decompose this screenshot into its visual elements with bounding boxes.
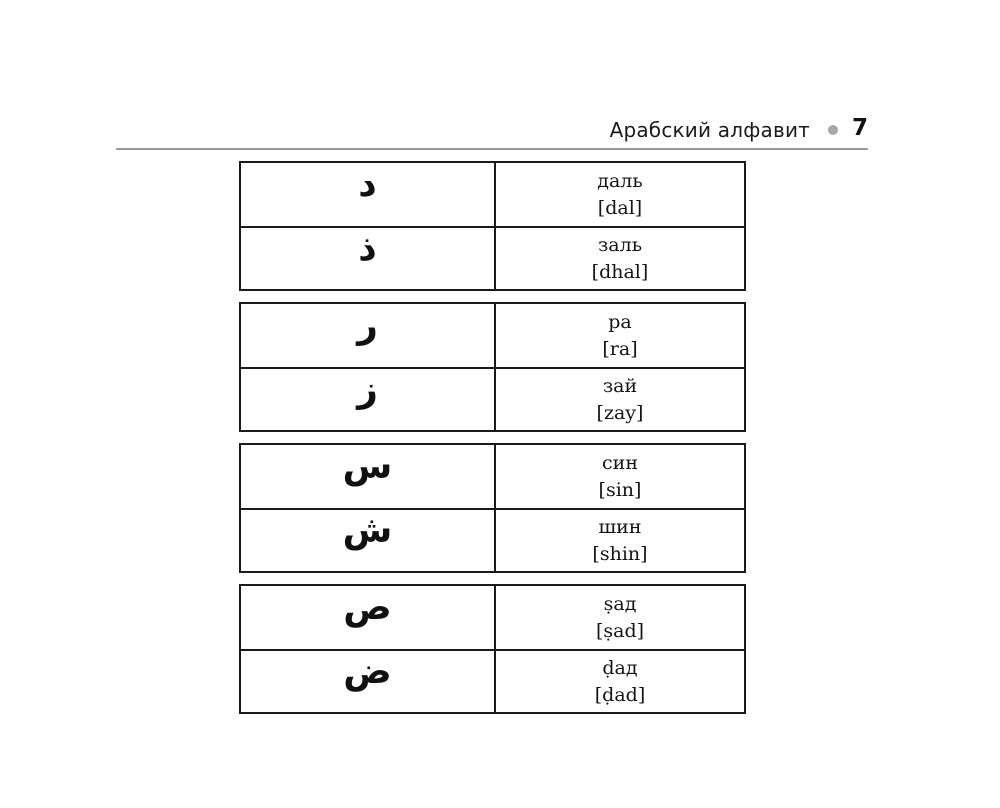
- letter-row-shin: [241, 508, 744, 571]
- chapter-title: Арабский алфавит: [609, 118, 810, 142]
- letter-name: шин: [598, 515, 642, 538]
- page-number: 7: [851, 115, 868, 141]
- letter-transliteration: [zay]: [596, 401, 644, 424]
- letter-row-sin: [241, 445, 744, 508]
- letter-name-cell: [496, 228, 744, 289]
- arabic-letter: ذ: [358, 227, 377, 269]
- arabic-letter-cell: [241, 228, 496, 289]
- arabic-letter: ز: [357, 368, 378, 410]
- letter-name-cell: [496, 304, 744, 367]
- letter-row-dhal: [241, 226, 744, 289]
- letter-transliteration: [ḍad]: [594, 683, 646, 706]
- letter-name-cell: [496, 586, 744, 649]
- letter-group-dal-dhal: [239, 161, 746, 291]
- letter-transliteration: [sin]: [598, 478, 642, 501]
- arabic-letter-cell: [241, 369, 496, 430]
- arabic-letter-cell: [241, 304, 496, 367]
- letter-transliteration: [dhal]: [591, 260, 649, 283]
- letter-name-cell: [496, 445, 744, 508]
- letter-row-ra: [241, 304, 744, 367]
- letter-group-sad-dad: [239, 584, 746, 714]
- letter-name: ра: [608, 310, 632, 333]
- alphabet-tables: [239, 161, 746, 725]
- arabic-letter-cell: [241, 586, 496, 649]
- letter-transliteration: [dal]: [597, 196, 643, 219]
- bullet-separator: [828, 125, 838, 135]
- letter-name: зай: [602, 374, 638, 397]
- arabic-letter-cell: [241, 651, 496, 712]
- arabic-letter: ص: [343, 586, 392, 628]
- letter-row-zay: [241, 367, 744, 430]
- arabic-letter: س: [342, 445, 393, 487]
- letter-name: син: [602, 451, 638, 474]
- arabic-letter-cell: [241, 445, 496, 508]
- letter-row-dal: [241, 163, 744, 226]
- letter-group-sin-shin: [239, 443, 746, 573]
- letter-name-cell: [496, 369, 744, 430]
- letter-name: ṣад: [603, 592, 637, 615]
- letter-transliteration: [ra]: [602, 337, 638, 360]
- arabic-letter: ض: [343, 650, 392, 692]
- letter-name: даль: [597, 169, 643, 192]
- running-header: [116, 112, 868, 150]
- arabic-letter: ر: [357, 304, 378, 346]
- arabic-letter: ش: [342, 509, 393, 551]
- arabic-letter-cell: [241, 510, 496, 571]
- letter-name-cell: [496, 163, 744, 226]
- letter-group-ra-zay: [239, 302, 746, 432]
- letter-name-cell: [496, 651, 744, 712]
- arabic-letter: د: [358, 163, 377, 205]
- letter-name-cell: [496, 510, 744, 571]
- letter-transliteration: [ṣad]: [595, 619, 645, 642]
- letter-transliteration: [shin]: [592, 542, 648, 565]
- letter-row-dad: [241, 649, 744, 712]
- letter-row-sad: [241, 586, 744, 649]
- letter-name: ḍад: [602, 656, 638, 679]
- arabic-letter-cell: [241, 163, 496, 226]
- letter-name: заль: [597, 233, 643, 256]
